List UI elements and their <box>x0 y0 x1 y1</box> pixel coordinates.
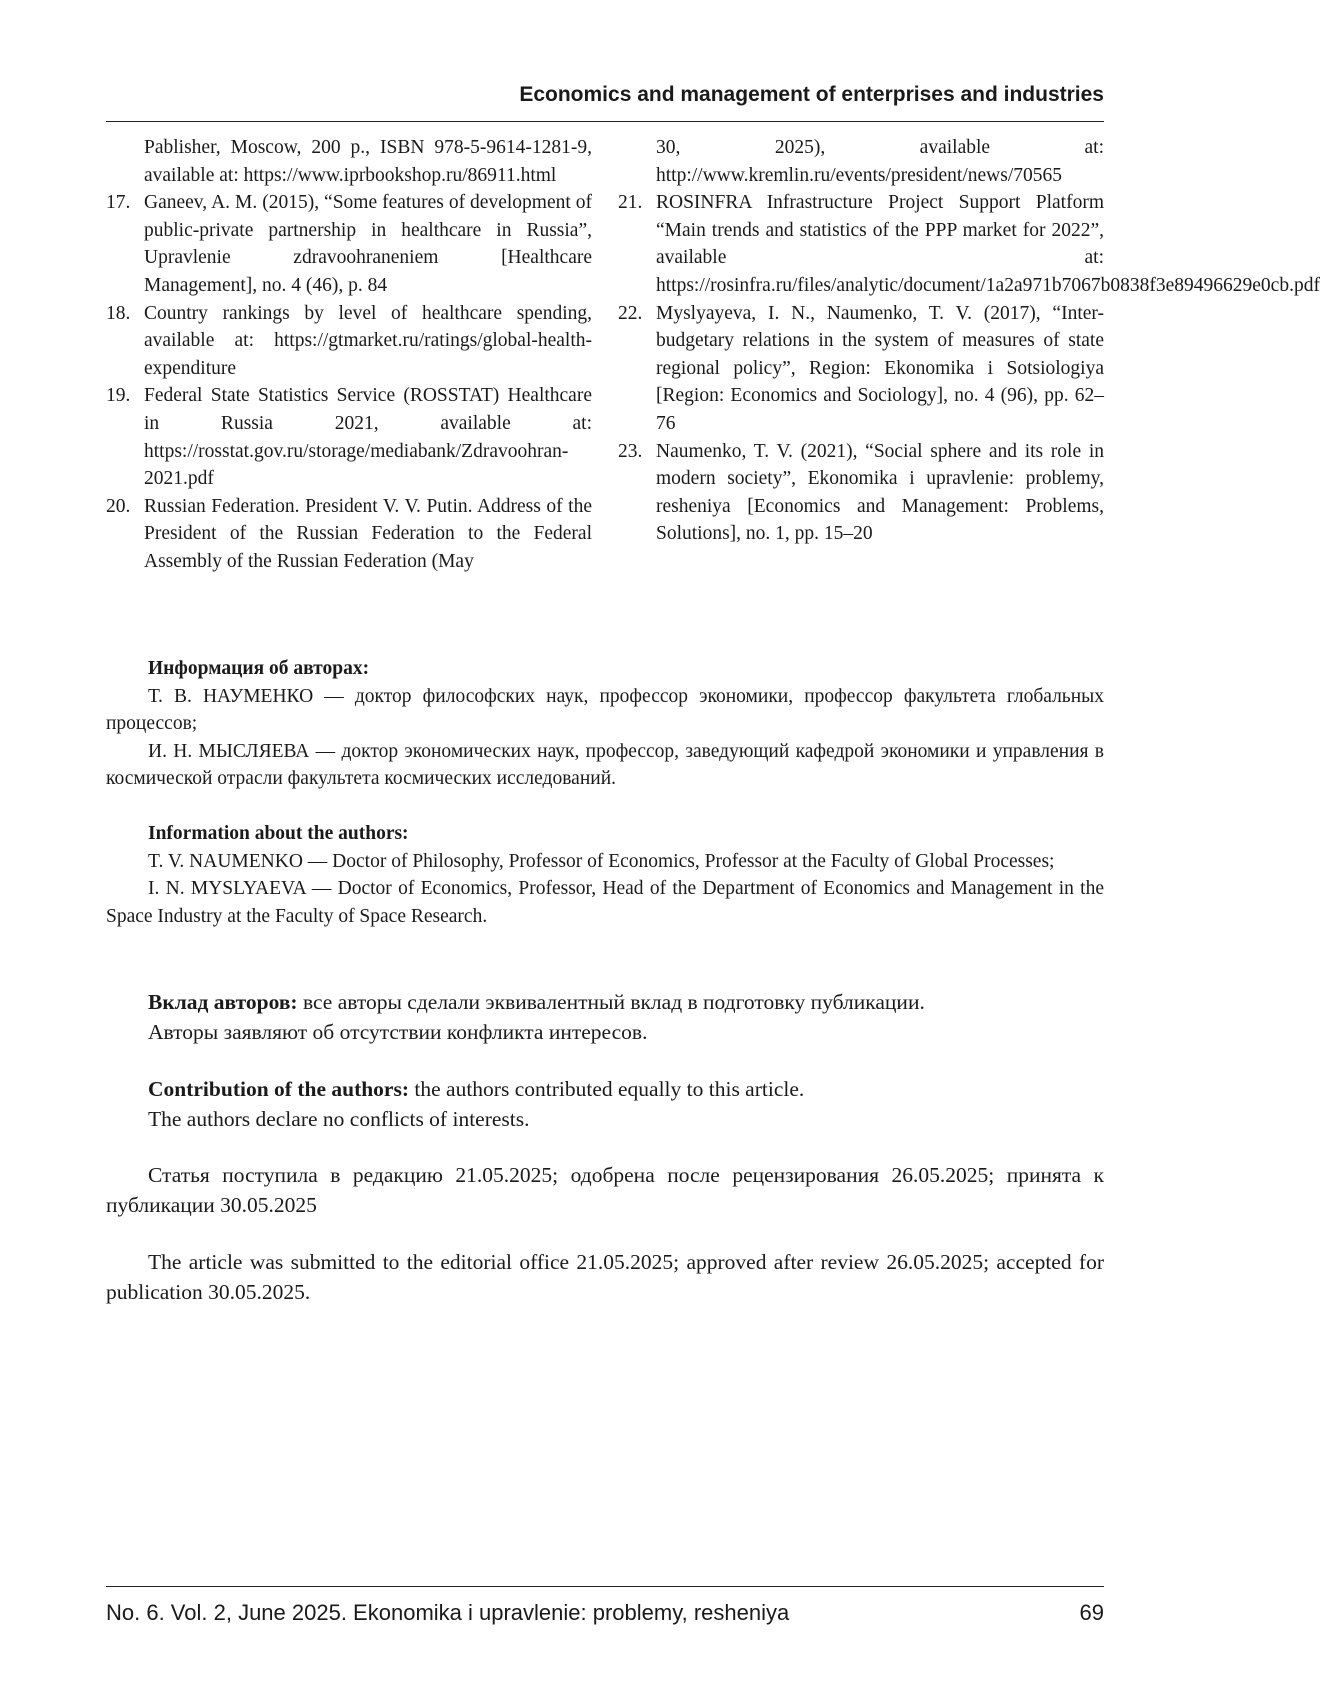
reference-text: Country rankings by level of healthcare spending, available at: https://gtmarket.ru/ratings/global-health-expenditure <box>144 303 592 379</box>
conflict-statement-ru: Авторы заявляют об отсутствии конфликта интересов. <box>106 1017 1104 1047</box>
reference-text: Russian Federation. President V. V. Putin. Address of the President of the Russian Federation to the Federal Assembly of the Russian Federation (May <box>144 496 592 572</box>
page-footer <box>106 1598 1104 1628</box>
reference-text: ROSINFRA Infrastructure Project Support Platform “Main trends and statistics of the PPP market for 2022”, available at: https://rosinfra.ru/files/analytic/document/1a2a971b7067b0838f3e89496629e0cb.pdf <box>656 192 1320 296</box>
reference-item <box>106 189 592 299</box>
article-dates-en <box>106 1247 1104 1307</box>
journal-citation: No. 6. Vol. 2, June 2025. Ekonomika i upravlenie: problemy, resheniya <box>106 1600 789 1625</box>
reference-number: 23. <box>618 438 642 466</box>
reference-number: 18. <box>106 300 130 328</box>
authors-info-en <box>106 820 1104 930</box>
contribution-en <box>106 1074 1104 1134</box>
author-line: T. V. NAUMENKO — Doctor of Philosophy, Professor of Economics, Professor at the Faculty of Global Processes; <box>106 848 1104 876</box>
reference-number: 21. <box>618 189 642 217</box>
footer-rule <box>106 1586 1104 1587</box>
authors-heading-ru: Информация об авторах: <box>106 655 1104 683</box>
page-number: 69 <box>1080 1598 1104 1628</box>
contribution-text-en: the authors contributed equally to this article. <box>409 1077 804 1101</box>
author-line: И. Н. МЫСЛЯЕВА — доктор экономических наук, профессор, заведующий кафедрой экономики и управления в космической отрасли факультета космических исследований. <box>106 738 1104 793</box>
reference-item <box>106 493 592 576</box>
references-left-column <box>106 134 592 576</box>
reference-item <box>106 382 592 492</box>
contribution-ru <box>106 987 1104 1047</box>
authors-heading-en: Information about the authors: <box>106 820 1104 848</box>
reference-text: Myslyayeva, I. N., Naumenko, T. V. (2017), “Inter-budgetary relations in the system of measures of state regional policy”, Region: Ekonomika i Sotsiologiya [Region: Economics and Sociology], no. 4 (96), pp. 62–76 <box>656 303 1104 434</box>
reference-continuation: 30, 2025), available at: http://www.kremlin.ru/events/president/news/70565 <box>618 134 1104 189</box>
reference-text: Federal State Statistics Service (ROSSTAT) Healthcare in Russia 2021, available at: https://rosstat.gov.ru/storage/mediabank/Zdravoohran-2021.pdf <box>144 385 592 489</box>
reference-text: Ganeev, A. M. (2015), “Some features of development of public-private partnership in healthcare in Russia”, Upravlenie zdravoohraneniem [Healthcare Management], no. 4 (46), p. 84 <box>144 192 592 296</box>
article-dates-ru <box>106 1160 1104 1220</box>
conflict-statement-en: The authors declare no conflicts of interests. <box>106 1104 1104 1134</box>
reference-continuation: Pablisher, Moscow, 200 p., ISBN 978-5-9614-1281-9, available at: https://www.iprbookshop.ru/86911.html <box>106 134 592 189</box>
reference-item <box>618 438 1104 548</box>
reference-text: Naumenko, T. V. (2021), “Social sphere and its role in modern society”, Ekonomika i upravlenie: problemy, resheniya [Economics and Management: Problems, Solutions], no. 1, pp. 15–20 <box>656 441 1104 545</box>
header-rule <box>106 121 1104 122</box>
authors-info-ru <box>106 655 1104 793</box>
dates-text-ru: Статья поступила в редакцию 21.05.2025; одобрена после рецензирования 26.05.2025; принята к публикации 30.05.2025 <box>106 1160 1104 1220</box>
reference-item <box>618 189 1104 299</box>
author-line: Т. В. НАУМЕНКО — доктор философских наук, профессор экономики, профессор факультета глобальных процессов; <box>106 683 1104 738</box>
reference-item <box>106 300 592 383</box>
author-line: I. N. MYSLYAEVA — Doctor of Economics, Professor, Head of the Department of Economics and Management in the Space Industry at the Faculty of Space Research. <box>106 875 1104 930</box>
running-header: Economics and management of enterprises and industries <box>106 81 1104 109</box>
reference-number: 20. <box>106 493 130 521</box>
reference-number: 19. <box>106 382 130 410</box>
references-right-column <box>618 134 1104 548</box>
reference-item <box>618 300 1104 438</box>
reference-number: 22. <box>618 300 642 328</box>
dates-text-en: The article was submitted to the editorial office 21.05.2025; approved after review 26.05.2025; accepted for publication 30.05.2025. <box>106 1247 1104 1307</box>
contribution-label-ru: Вклад авторов: <box>148 990 298 1014</box>
contribution-label-en: Contribution of the authors: <box>148 1077 409 1101</box>
contribution-text-ru: все авторы сделали эквивалентный вклад в подготовку публикации. <box>298 990 925 1014</box>
reference-number: 17. <box>106 189 130 217</box>
